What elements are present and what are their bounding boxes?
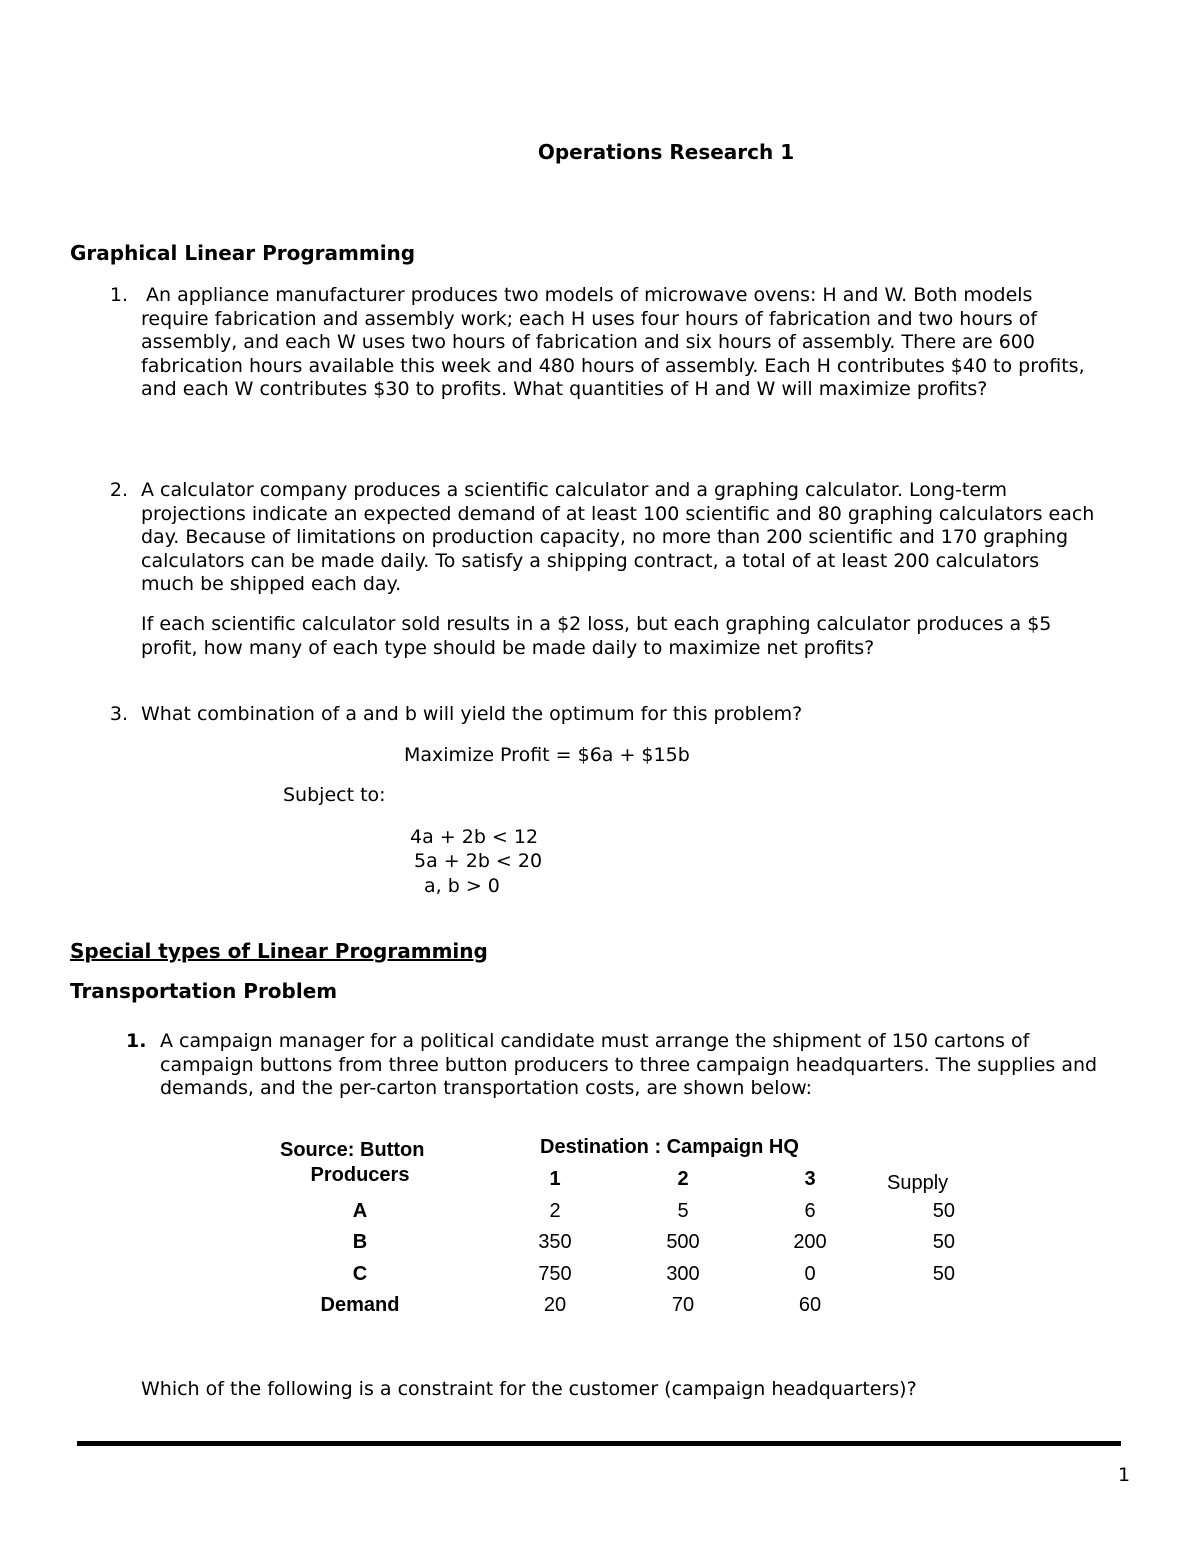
table-col-header: 3 — [804, 1168, 816, 1190]
table-cell-supply: 50 — [932, 1231, 955, 1253]
problem-number: 2. — [109, 479, 128, 501]
text-line: day. Because of limitations on production capacity, no more than 200 scientific and 170 graphing — [141, 526, 1069, 548]
constraint — [424, 875, 500, 899]
followup-question: Which of the following is a constraint for the customer (campaign headquarters)? — [141, 1378, 917, 1400]
constraint — [414, 850, 542, 874]
text-line: demands, and the per-carton transportation costs, are shown below: — [160, 1077, 813, 1099]
table-cell: 500 — [666, 1231, 700, 1253]
table-cell: 5 — [677, 1200, 689, 1222]
text-line: A campaign manager for a political candidate must arrange the shipment of 150 cartons of — [160, 1030, 1030, 1052]
table-row-label: A — [352, 1200, 368, 1222]
table-cell: 350 — [538, 1231, 572, 1253]
table-cell-demand: 20 — [543, 1294, 567, 1316]
table-cell: 2 — [549, 1200, 561, 1222]
table-row-label-demand: Demand — [320, 1294, 400, 1316]
table-cell-supply: 50 — [932, 1200, 955, 1222]
problem-number: 3. — [109, 703, 128, 725]
table-cell-supply: 50 — [932, 1263, 955, 1285]
text-line: An appliance manufacturer produces two models of microwave ovens: H and W. Both models — [146, 284, 1033, 306]
page-title: Operations Research 1 — [537, 140, 795, 164]
problem-number: 1. — [126, 1030, 147, 1052]
page-number: 1 — [1118, 1464, 1131, 1486]
table-cell: 0 — [804, 1263, 816, 1285]
table-col-header: 1 — [549, 1168, 561, 1190]
constraint-text: 4a + 2b < 12 — [410, 826, 539, 848]
section-heading-graphical-lp: Graphical Linear Programming — [70, 241, 416, 265]
text-line: projections indicate an expected demand of at least 100 scientific and 80 graphing calculators each — [141, 502, 1095, 525]
section-heading-special-lp: Special types of Linear Programming — [70, 939, 488, 963]
footer-divider — [77, 1441, 1121, 1446]
objective-function: Maximize Profit = $6a + $15b — [404, 744, 690, 766]
text-line: profit, how many of each type should be made daily to maximize net profits? — [141, 636, 875, 659]
table-row-label: B — [352, 1231, 368, 1253]
text-line: campaign buttons from three button producers to three campaign headquarters. The supplies and — [160, 1053, 1098, 1076]
text-line: calculators can be made daily. To satisfy a shipping contract, a total of at least 200 calculators — [141, 549, 1040, 572]
problem-1-text — [141, 284, 1128, 402]
text-line: If each scientific calculator sold results in a $2 loss, but each graphing calculator produces a $5 — [141, 613, 1052, 635]
text-line: A calculator company produces a scientific calculator and a graphing calculator. Long-term — [141, 479, 1007, 501]
table-cell: 200 — [793, 1231, 827, 1253]
table-cell: 750 — [538, 1263, 572, 1285]
table-cell-demand: 70 — [671, 1294, 695, 1316]
table-col-header-supply: Supply — [887, 1172, 949, 1194]
constraint-text: 5a + 2b < 20 — [414, 850, 543, 872]
table-header-source: Source: Button — [280, 1139, 425, 1161]
text-line: require fabrication and assembly work; each H uses four hours of fabrication and two hours of — [141, 307, 1038, 330]
table-cell: 6 — [804, 1200, 816, 1222]
table-header-source: Producers — [310, 1164, 410, 1186]
problem-3-question: What combination of a and b will yield the optimum for this problem? — [141, 703, 803, 725]
problem-2-text-part-2 — [141, 613, 1128, 660]
table-cell: 300 — [666, 1263, 700, 1285]
subheading-transportation: Transportation Problem — [70, 979, 338, 1003]
table-header-destination: Destination : Campaign HQ — [540, 1136, 799, 1158]
table-cell-demand: 60 — [798, 1294, 822, 1316]
transport-problem-text — [160, 1030, 1128, 1101]
table-row-label: C — [352, 1263, 368, 1285]
text-line: fabrication hours available this week and 480 hours of assembly. Each H contributes $40 to profits, — [141, 354, 1085, 377]
subject-to-label: Subject to: — [283, 784, 386, 806]
text-line: and each W contributes $30 to profits. What quantities of H and W will maximize profits? — [141, 378, 988, 400]
problem-number: 1. — [109, 284, 128, 306]
problem-2-text — [141, 479, 1128, 597]
table-col-header: 2 — [677, 1168, 689, 1190]
text-line: assembly, and each W uses two hours of fabrication and six hours of assembly. There are 600 — [141, 331, 1035, 353]
constraint — [410, 826, 538, 850]
constraint-text: a, b > 0 — [424, 875, 500, 897]
text-line: much be shipped each day. — [141, 573, 402, 595]
